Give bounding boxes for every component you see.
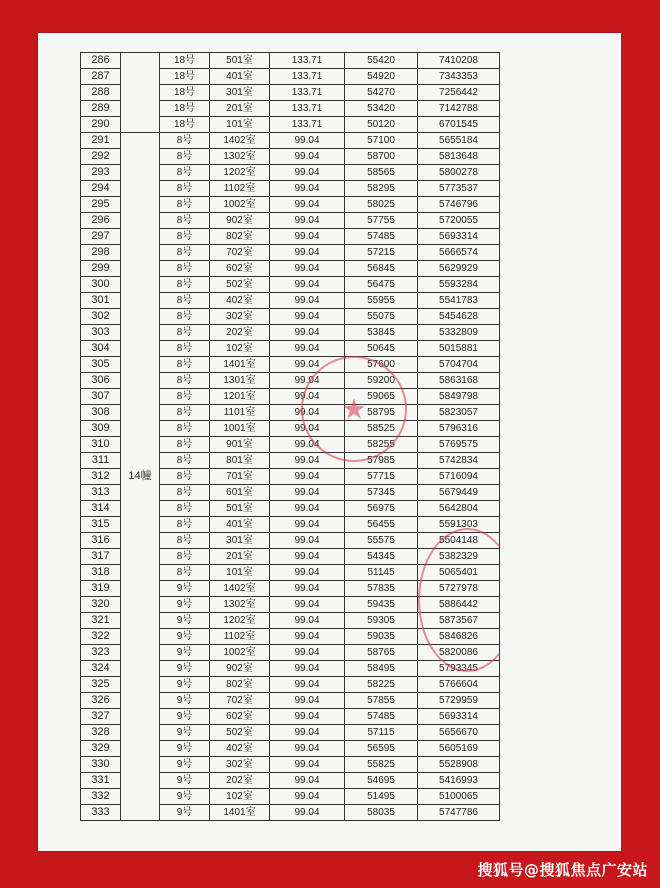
area: 99.04: [270, 357, 345, 373]
unit-price: 58495: [345, 661, 418, 677]
area: 99.04: [270, 581, 345, 597]
unit-price: 58295: [345, 181, 418, 197]
unit-building: 8号: [160, 149, 210, 165]
unit-price: 57600: [345, 357, 418, 373]
total-price: 5813648: [418, 149, 500, 165]
area: 99.04: [270, 261, 345, 277]
unit-price: 59035: [345, 629, 418, 645]
room-number: 301室: [210, 85, 270, 101]
room-number: 1102室: [210, 629, 270, 645]
room-number: 802室: [210, 677, 270, 693]
row-number: 297: [81, 229, 121, 245]
row-number: 317: [81, 549, 121, 565]
row-number: 301: [81, 293, 121, 309]
unit-price: 53845: [345, 325, 418, 341]
seal-star-icon: ★: [341, 393, 367, 425]
area: 133.71: [270, 85, 345, 101]
row-number: 290: [81, 117, 121, 133]
area: 99.04: [270, 517, 345, 533]
unit-price: 58255: [345, 437, 418, 453]
area: 99.04: [270, 453, 345, 469]
row-number: 326: [81, 693, 121, 709]
unit-building: 8号: [160, 213, 210, 229]
row-number: 329: [81, 741, 121, 757]
total-price: 5591303: [418, 517, 500, 533]
unit-price: 56595: [345, 741, 418, 757]
row-number: 294: [81, 181, 121, 197]
total-price: 5800278: [418, 165, 500, 181]
room-number: 602室: [210, 261, 270, 277]
total-price: 5528908: [418, 757, 500, 773]
area: 99.04: [270, 805, 345, 821]
unit-building: 9号: [160, 677, 210, 693]
room-number: 402室: [210, 741, 270, 757]
total-price: 5504148: [418, 533, 500, 549]
building-cell: 14幢: [121, 133, 160, 821]
row-number: 325: [81, 677, 121, 693]
unit-building: 8号: [160, 197, 210, 213]
unit-price: 55075: [345, 309, 418, 325]
unit-price: 57485: [345, 709, 418, 725]
area: 99.04: [270, 693, 345, 709]
unit-price: 56475: [345, 277, 418, 293]
area: 99.04: [270, 245, 345, 261]
unit-price: 54270: [345, 85, 418, 101]
unit-building: 9号: [160, 629, 210, 645]
room-number: 1402室: [210, 133, 270, 149]
area: 99.04: [270, 389, 345, 405]
row-number: 315: [81, 517, 121, 533]
room-number: 201室: [210, 101, 270, 117]
unit-building: 8号: [160, 485, 210, 501]
unit-building: 8号: [160, 325, 210, 341]
row-number: 288: [81, 85, 121, 101]
room-number: 901室: [210, 437, 270, 453]
row-number: 328: [81, 725, 121, 741]
total-price: 5720055: [418, 213, 500, 229]
total-price: 7256442: [418, 85, 500, 101]
room-number: 502室: [210, 277, 270, 293]
room-number: 1202室: [210, 613, 270, 629]
unit-price: 57715: [345, 469, 418, 485]
unit-price: 54920: [345, 69, 418, 85]
total-price: 5729959: [418, 693, 500, 709]
unit-building: 9号: [160, 661, 210, 677]
total-price: 5454628: [418, 309, 500, 325]
unit-building: 9号: [160, 693, 210, 709]
row-number: 295: [81, 197, 121, 213]
area: 99.04: [270, 501, 345, 517]
building-cell-blank: [121, 53, 160, 133]
unit-building: 8号: [160, 373, 210, 389]
unit-price: 58565: [345, 165, 418, 181]
total-price: 5766604: [418, 677, 500, 693]
area: 133.71: [270, 117, 345, 133]
unit-price: 57485: [345, 229, 418, 245]
unit-building: 9号: [160, 709, 210, 725]
unit-building: 8号: [160, 261, 210, 277]
row-number: 324: [81, 661, 121, 677]
unit-price: 57215: [345, 245, 418, 261]
area: 99.04: [270, 277, 345, 293]
room-number: 302室: [210, 757, 270, 773]
row-number: 314: [81, 501, 121, 517]
total-price: 5823057: [418, 405, 500, 421]
area: 99.04: [270, 613, 345, 629]
room-number: 1001室: [210, 421, 270, 437]
area: 99.04: [270, 677, 345, 693]
area: 99.04: [270, 709, 345, 725]
source-watermark: 搜狐号@搜狐焦点广安站: [477, 861, 648, 879]
area: 99.04: [270, 565, 345, 581]
table-row: [81, 53, 500, 69]
unit-price: 59305: [345, 613, 418, 629]
unit-price: 51145: [345, 565, 418, 581]
row-number: 299: [81, 261, 121, 277]
row-number: 331: [81, 773, 121, 789]
unit-price: 51495: [345, 789, 418, 805]
area: 99.04: [270, 789, 345, 805]
total-price: 5655184: [418, 133, 500, 149]
area: 99.04: [270, 293, 345, 309]
room-number: 902室: [210, 661, 270, 677]
total-price: 5773537: [418, 181, 500, 197]
unit-building: 8号: [160, 453, 210, 469]
unit-price: 56845: [345, 261, 418, 277]
total-price: 7410208: [418, 53, 500, 69]
unit-building: 18号: [160, 69, 210, 85]
unit-building: 9号: [160, 773, 210, 789]
unit-price: 54345: [345, 549, 418, 565]
room-number: 1301室: [210, 373, 270, 389]
row-number: 305: [81, 357, 121, 373]
unit-price: 55825: [345, 757, 418, 773]
unit-price: 57855: [345, 693, 418, 709]
row-number: 308: [81, 405, 121, 421]
unit-building: 8号: [160, 357, 210, 373]
unit-price: 58700: [345, 149, 418, 165]
unit-price: 59200: [345, 373, 418, 389]
area: 99.04: [270, 533, 345, 549]
row-number: 298: [81, 245, 121, 261]
total-price: 5666574: [418, 245, 500, 261]
unit-price: 56455: [345, 517, 418, 533]
area: 99.04: [270, 661, 345, 677]
total-price: 5629929: [418, 261, 500, 277]
area: 99.04: [270, 741, 345, 757]
area: 99.04: [270, 213, 345, 229]
row-number: 287: [81, 69, 121, 85]
room-number: 1002室: [210, 197, 270, 213]
room-number: 102室: [210, 789, 270, 805]
row-number: 320: [81, 597, 121, 613]
area: 99.04: [270, 421, 345, 437]
unit-price: 56975: [345, 501, 418, 517]
row-number: 318: [81, 565, 121, 581]
area: 99.04: [270, 725, 345, 741]
total-price: 5065401: [418, 565, 500, 581]
total-price: 5849798: [418, 389, 500, 405]
total-price: 5820086: [418, 645, 500, 661]
unit-building: 9号: [160, 789, 210, 805]
area: 133.71: [270, 101, 345, 117]
unit-building: 8号: [160, 245, 210, 261]
area: 99.04: [270, 437, 345, 453]
total-price: 5656670: [418, 725, 500, 741]
row-number: 323: [81, 645, 121, 661]
unit-building: 8号: [160, 437, 210, 453]
room-number: 401室: [210, 517, 270, 533]
room-number: 1302室: [210, 149, 270, 165]
total-price: 5100065: [418, 789, 500, 805]
row-number: 293: [81, 165, 121, 181]
row-number: 289: [81, 101, 121, 117]
total-price: 5793345: [418, 661, 500, 677]
total-price: 5332809: [418, 325, 500, 341]
area: 99.04: [270, 133, 345, 149]
total-price: 5796316: [418, 421, 500, 437]
unit-price: 59065: [345, 389, 418, 405]
total-price: 5873567: [418, 613, 500, 629]
unit-price: 58765: [345, 645, 418, 661]
total-price: 5769575: [418, 437, 500, 453]
unit-building: 18号: [160, 53, 210, 69]
area: 99.04: [270, 757, 345, 773]
table-row: [81, 133, 500, 149]
unit-building: 9号: [160, 581, 210, 597]
room-number: 502室: [210, 725, 270, 741]
unit-building: 8号: [160, 389, 210, 405]
row-number: 333: [81, 805, 121, 821]
area: 99.04: [270, 373, 345, 389]
area: 99.04: [270, 229, 345, 245]
unit-price: 50120: [345, 117, 418, 133]
unit-building: 9号: [160, 757, 210, 773]
room-number: 102室: [210, 341, 270, 357]
row-number: 309: [81, 421, 121, 437]
unit-building: 8号: [160, 181, 210, 197]
total-price: 5015881: [418, 341, 500, 357]
unit-price: 57985: [345, 453, 418, 469]
total-price: 5541783: [418, 293, 500, 309]
unit-price: 57835: [345, 581, 418, 597]
total-price: 5747786: [418, 805, 500, 821]
total-price: 5746796: [418, 197, 500, 213]
unit-building: 8号: [160, 565, 210, 581]
total-price: 5416993: [418, 773, 500, 789]
area: 99.04: [270, 181, 345, 197]
row-number: 300: [81, 277, 121, 293]
row-number: 303: [81, 325, 121, 341]
area: 99.04: [270, 485, 345, 501]
total-price: 7142788: [418, 101, 500, 117]
unit-building: 8号: [160, 533, 210, 549]
unit-building: 9号: [160, 741, 210, 757]
area: 99.04: [270, 309, 345, 325]
row-number: 291: [81, 133, 121, 149]
room-number: 1201室: [210, 389, 270, 405]
area: 99.04: [270, 197, 345, 213]
row-number: 306: [81, 373, 121, 389]
unit-building: 18号: [160, 117, 210, 133]
unit-price: 55955: [345, 293, 418, 309]
total-price: 5642804: [418, 501, 500, 517]
unit-building: 8号: [160, 405, 210, 421]
room-number: 501室: [210, 53, 270, 69]
unit-building: 18号: [160, 85, 210, 101]
area: 99.04: [270, 165, 345, 181]
unit-price: 57115: [345, 725, 418, 741]
room-number: 202室: [210, 325, 270, 341]
room-number: 902室: [210, 213, 270, 229]
area: 99.04: [270, 405, 345, 421]
table-body: [81, 53, 500, 821]
unit-building: 8号: [160, 501, 210, 517]
unit-building: 8号: [160, 469, 210, 485]
unit-price: 53420: [345, 101, 418, 117]
room-number: 701室: [210, 469, 270, 485]
area: 133.71: [270, 69, 345, 85]
row-number: 310: [81, 437, 121, 453]
area: 99.04: [270, 469, 345, 485]
area: 99.04: [270, 149, 345, 165]
unit-price: 57345: [345, 485, 418, 501]
total-price: 5846826: [418, 629, 500, 645]
row-number: 292: [81, 149, 121, 165]
room-number: 401室: [210, 69, 270, 85]
total-price: 5704704: [418, 357, 500, 373]
unit-price: 50645: [345, 341, 418, 357]
room-number: 1302室: [210, 597, 270, 613]
room-number: 802室: [210, 229, 270, 245]
row-number: 321: [81, 613, 121, 629]
room-number: 201室: [210, 549, 270, 565]
unit-building: 8号: [160, 549, 210, 565]
unit-building: 9号: [160, 725, 210, 741]
row-number: 312: [81, 469, 121, 485]
row-number: 322: [81, 629, 121, 645]
unit-building: 9号: [160, 645, 210, 661]
row-number: 311: [81, 453, 121, 469]
total-price: 5886442: [418, 597, 500, 613]
unit-price: 58225: [345, 677, 418, 693]
unit-price: 58525: [345, 421, 418, 437]
unit-building: 8号: [160, 341, 210, 357]
room-number: 1002室: [210, 645, 270, 661]
total-price: 5863168: [418, 373, 500, 389]
room-number: 1101室: [210, 405, 270, 421]
room-number: 1202室: [210, 165, 270, 181]
row-number: 330: [81, 757, 121, 773]
row-number: 332: [81, 789, 121, 805]
unit-building: 8号: [160, 229, 210, 245]
total-price: 5605169: [418, 741, 500, 757]
total-price: 5693314: [418, 229, 500, 245]
room-number: 1402室: [210, 581, 270, 597]
unit-building: 9号: [160, 805, 210, 821]
price-table: [80, 52, 500, 821]
room-number: 602室: [210, 709, 270, 725]
room-number: 301室: [210, 533, 270, 549]
area: 99.04: [270, 325, 345, 341]
row-number: 313: [81, 485, 121, 501]
unit-building: 8号: [160, 421, 210, 437]
total-price: 5593284: [418, 277, 500, 293]
room-number: 501室: [210, 501, 270, 517]
unit-building: 8号: [160, 165, 210, 181]
unit-price: 58025: [345, 197, 418, 213]
document-page: [38, 33, 621, 851]
room-number: 702室: [210, 245, 270, 261]
unit-building: 8号: [160, 277, 210, 293]
area: 99.04: [270, 629, 345, 645]
room-number: 402室: [210, 293, 270, 309]
area: 99.04: [270, 773, 345, 789]
room-number: 101室: [210, 565, 270, 581]
row-number: 286: [81, 53, 121, 69]
unit-price: 58035: [345, 805, 418, 821]
area: 99.04: [270, 597, 345, 613]
unit-building: 8号: [160, 293, 210, 309]
unit-building: 8号: [160, 133, 210, 149]
unit-price: 57755: [345, 213, 418, 229]
room-number: 1401室: [210, 805, 270, 821]
area: 133.71: [270, 53, 345, 69]
unit-price: 55420: [345, 53, 418, 69]
unit-price: 57100: [345, 133, 418, 149]
area: 99.04: [270, 645, 345, 661]
row-number: 304: [81, 341, 121, 357]
area: 99.04: [270, 341, 345, 357]
total-price: 5679449: [418, 485, 500, 501]
room-number: 302室: [210, 309, 270, 325]
unit-building: 9号: [160, 613, 210, 629]
total-price: 6701545: [418, 117, 500, 133]
unit-building: 8号: [160, 309, 210, 325]
room-number: 202室: [210, 773, 270, 789]
room-number: 1401室: [210, 357, 270, 373]
row-number: 307: [81, 389, 121, 405]
area: 99.04: [270, 549, 345, 565]
room-number: 801室: [210, 453, 270, 469]
total-price: 5382329: [418, 549, 500, 565]
total-price: 5727978: [418, 581, 500, 597]
unit-building: 8号: [160, 517, 210, 533]
room-number: 601室: [210, 485, 270, 501]
row-number: 319: [81, 581, 121, 597]
row-number: 302: [81, 309, 121, 325]
total-price: 5716094: [418, 469, 500, 485]
unit-price: 55575: [345, 533, 418, 549]
room-number: 1102室: [210, 181, 270, 197]
row-number: 316: [81, 533, 121, 549]
unit-price: 54695: [345, 773, 418, 789]
total-price: 7343353: [418, 69, 500, 85]
total-price: 5742834: [418, 453, 500, 469]
unit-price: 59435: [345, 597, 418, 613]
room-number: 101室: [210, 117, 270, 133]
row-number: 296: [81, 213, 121, 229]
room-number: 702室: [210, 693, 270, 709]
unit-building: 18号: [160, 101, 210, 117]
unit-building: 9号: [160, 597, 210, 613]
row-number: 327: [81, 709, 121, 725]
unit-price: 58795: [345, 405, 418, 421]
total-price: 5693314: [418, 709, 500, 725]
